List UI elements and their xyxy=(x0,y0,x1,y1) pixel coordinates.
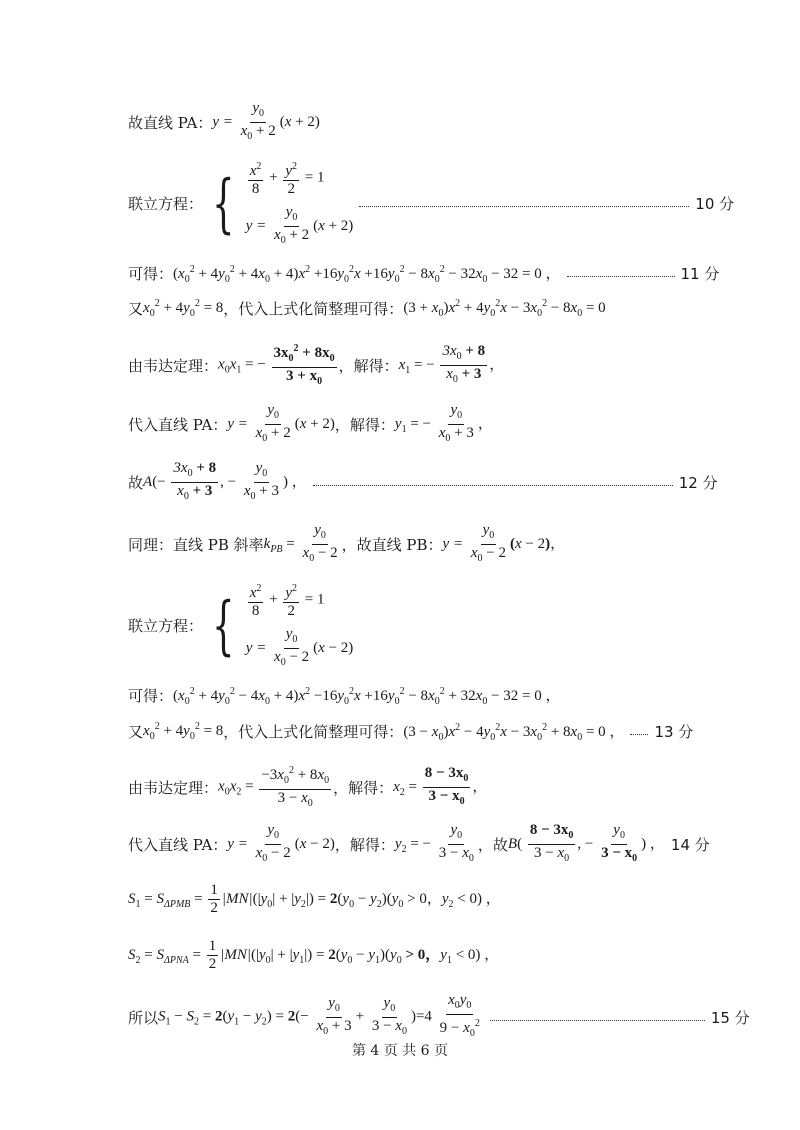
formula: y = $\frac{y_0}{x_0 + 2}$ (x + 2) xyxy=(212,100,320,142)
line-label: 又 xyxy=(128,300,144,318)
line-label: 由韦达定理： xyxy=(128,778,219,797)
derived-quadratic-1 xyxy=(128,262,719,285)
point-a xyxy=(128,460,718,505)
area-s2 xyxy=(128,938,499,973)
line-label: 故 xyxy=(128,474,144,492)
formula: A(− $\frac{3x_0 + 8}{x_0 + 3}$ , − $\frac{y_0}{x_0 + 3}$ ) ， xyxy=(143,460,307,502)
score-label: 15 分 xyxy=(710,1008,750,1027)
score-label: 13 分 xyxy=(654,723,694,741)
point-b xyxy=(128,822,710,867)
line-pa-equation xyxy=(128,100,320,145)
formula: $(x_0^2 + 4y_0^2 - 4x_0 + 4)x^2 -16y_0^2x +16y_0^2 - 8x_0^2 + 32x_0 - 32 = 0$ ， xyxy=(173,686,561,707)
line-text: ，解得： xyxy=(334,836,395,854)
formula: $x_0x_1$ = − $\frac{3x_0^2 + 8x_0}{3 + x_0}$ xyxy=(218,340,339,390)
line-label: 同理：直线 PB 斜率 xyxy=(128,536,264,554)
line-text: ，解得： xyxy=(338,356,399,375)
line-text: ，故 xyxy=(477,836,508,854)
formula: y = $\frac{y_0}{x_0 + 2}$ (x + 2) xyxy=(227,402,335,444)
equation-system: { $\frac{x^2}{8}$ + $\frac{y^2}{2}$ = 1 y = $\frac{y_0}{x_0 + 2}$ (x + 2) xyxy=(203,158,353,249)
formula: $x_0^2 + 4y_0^2 = 8$ xyxy=(143,298,224,319)
score-label: 10 分 xyxy=(695,195,735,213)
line-label: 联立方程： xyxy=(128,195,204,213)
difference-result xyxy=(128,992,750,1042)
vieta-1 xyxy=(128,340,504,390)
formula: y = $\frac{y_0}{x_0 - 2}$ (x − 2)， xyxy=(442,522,566,564)
system-equations-2 xyxy=(128,580,353,671)
formula: $S_2 = S_{\Delta PNA}$ = $\frac{1}{2}$ $|MN|(|y_0| + |y_1|) = 2(y_0 - y_1)(y_0 > 0$，$y_1 < 0$) ， xyxy=(128,938,500,972)
formula: $x_1$ = − $\frac{3x_0 + 8}{x_0 + 3}$ ， xyxy=(398,342,505,385)
line-label: 代入直线 PA： xyxy=(128,836,228,854)
area-s1 xyxy=(128,882,501,917)
formula: B( $\frac{8 - 3x_0}{3 - x_0}$ , − $\frac{y_0}{3 - x_0}$ ) ， xyxy=(507,822,665,864)
formula: $x_2$ = $\frac{8 - 3x_0}{3 - x_0}$ ， xyxy=(393,764,488,807)
line-text: ，解得： xyxy=(333,778,394,797)
page-footer: 第 4 页 共 6 页 xyxy=(351,1043,449,1059)
line-text: ，故直线 PB： xyxy=(341,536,443,554)
formula: $(3 - x_0)x^2 - 4y_0^2x - 3x_0^2 + 8x_0 = 0$ ， xyxy=(403,722,625,743)
substitution-1 xyxy=(128,298,606,319)
substitute-pa xyxy=(128,402,493,447)
formula: $S_1 - S_2 = 2(y_1 - y_2) = 2(-$ $\frac{y_0}{x_0 + 3}$ + $\frac{y_0}{3 - x_0}$ )=4 $\frac{x_0y_0}{9 - x_0^2}$ xyxy=(158,992,480,1039)
formula: $x_0x_2$ = $\frac{-3x_0^2 + 8x_0}{3 - x_0}$ xyxy=(218,762,333,812)
formula: $y_2$ = − $\frac{y_0}{3 - x_0}$ xyxy=(394,822,474,864)
line-pb xyxy=(128,522,565,567)
system-equations-1 xyxy=(128,158,734,249)
formula: y = $\frac{y_0}{x_0 - 2}$ (x − 2) xyxy=(227,822,335,864)
vieta-2 xyxy=(128,762,487,812)
line-label: 由韦达定理： xyxy=(128,356,219,375)
line-text: ，代入上式化简整理可得： xyxy=(223,300,404,318)
formula: $(x_0^2 + 4y_0^2 + 4x_0 + 4)x^2 +16y_0^2x +16y_0^2 - 8x_0^2 - 32x_0 - 32 = 0$ ， xyxy=(173,264,561,285)
formula: $x_0^2 + 4y_0^2 = 8$ xyxy=(143,721,224,742)
formula: $k_{PB}$ = $\frac{y_0}{x_0 - 2}$ xyxy=(263,522,338,564)
line-text: ，解得： xyxy=(334,416,395,434)
line-label: 故直线 PA： xyxy=(128,114,213,132)
equation-system: { $\frac{x^2}{8}$ + $\frac{y^2}{2}$ = 1 y = $\frac{y_0}{x_0 - 2}$ (x − 2) xyxy=(203,580,353,671)
score-label: 14 分 xyxy=(670,836,710,854)
line-label: 代入直线 PA： xyxy=(128,416,228,434)
score-label: 12 分 xyxy=(678,474,718,492)
line-label: 可得： xyxy=(128,687,174,705)
formula: $y_1$ = − $\frac{y_0}{x_0 + 3}$ ， xyxy=(394,402,493,444)
line-label: 联立方程： xyxy=(128,617,204,635)
line-label: 又 xyxy=(128,723,144,741)
formula: $S_1 = S_{\Delta PMB}$ = $\frac{1}{2}$ $|MN|(|y_0| + |y_2|) = 2(y_0 - y_2)(y_0 > 0$，$y_2 < 0$) ， xyxy=(128,882,501,916)
formula: $(3 + x_0)x^2 + 4y_0^2x - 3x_0^2 - 8x_0 = 0$ xyxy=(403,298,606,319)
substitution-2 xyxy=(128,720,693,743)
line-label: 所以 xyxy=(128,1008,159,1027)
line-text: ，代入上式化简整理可得： xyxy=(223,723,404,741)
line-label: 可得： xyxy=(128,265,174,283)
score-label: 11 分 xyxy=(680,265,720,283)
derived-quadratic-2 xyxy=(128,684,561,707)
